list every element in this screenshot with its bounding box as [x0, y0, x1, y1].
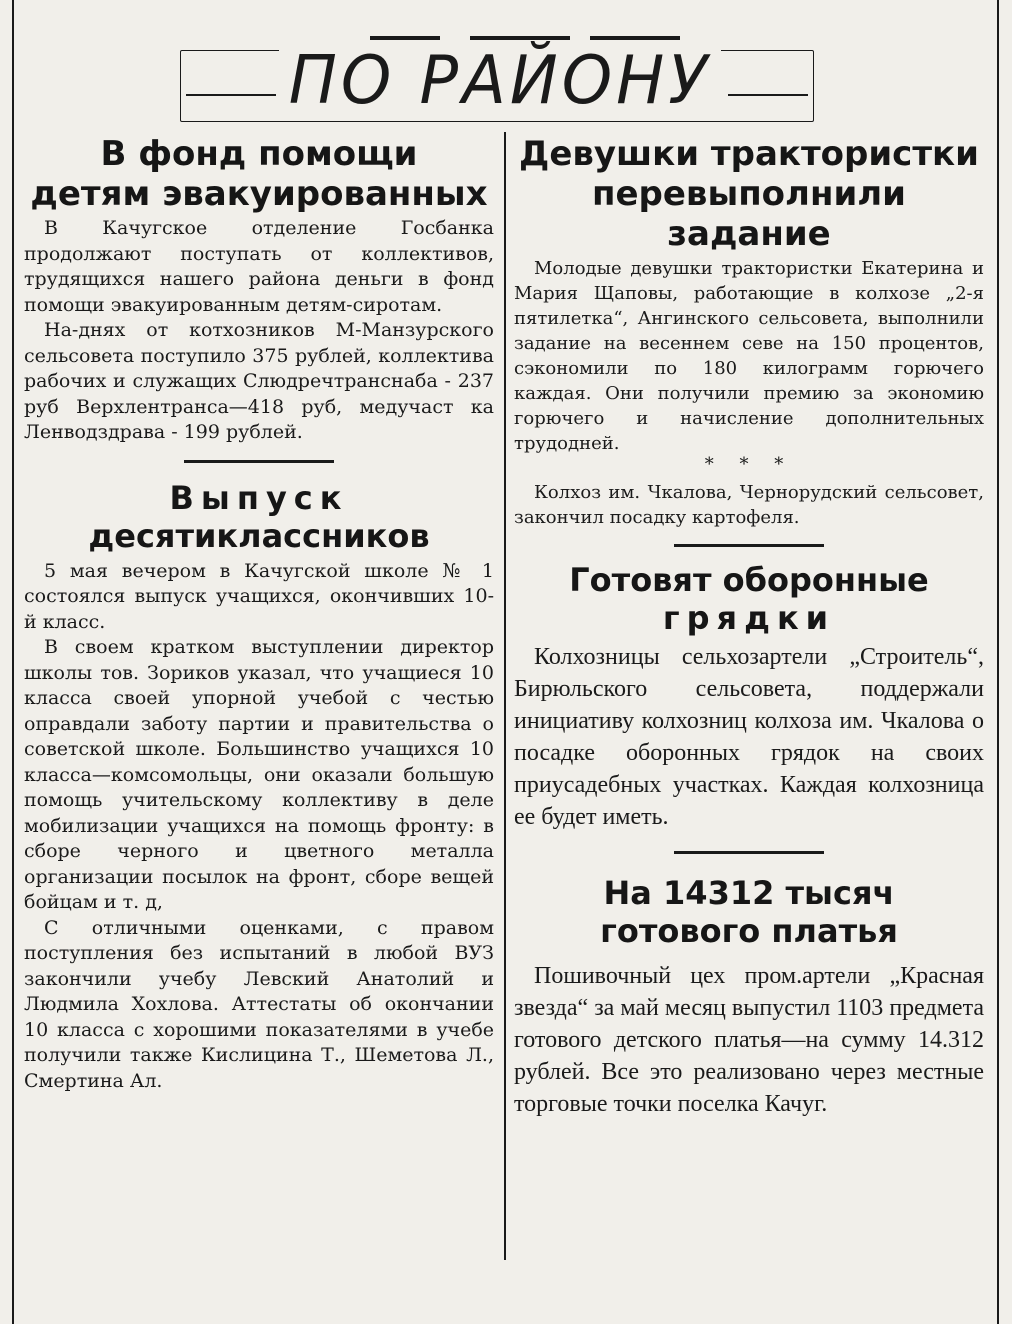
column-divider — [504, 132, 506, 1260]
headline-line: Девушки трактористки — [519, 134, 979, 174]
right-column — [514, 134, 984, 1120]
paragraph: В Качугское отделение Госбанка продолжают поступать от коллективов, трудящихся нашего района деньги в фонд помощи эвакуированным детям-сиротам. — [24, 217, 494, 316]
headline-line: На 14312 тысяч — [603, 874, 895, 912]
paragraph: Молодые девушки трактористки Екатерина и Мария Щаповы, работающие в колхозе „2-я пятилетка“, Ангинского сельсовета, выполнили задание на весеннем севе на 150 процентов, сэкономили по 180 килограмм горючего каждая. Они получили премию за экономию горючего и начисление дополнительных трудодней. — [514, 258, 984, 454]
left-border-line — [12, 0, 14, 1324]
paragraph: С отличными оценками, с правом поступления без испытаний в любой ВУЗ закончили учебу Левский Анатолий и Людмила Хохлова. Аттестаты об окончании 10 класса с хорошими показателями в учебе получили также Кислицина Т., Шеметова Л., Смертина Ал. — [24, 916, 494, 1092]
headline-line: перевыполнили задание — [591, 174, 906, 254]
paragraph: 5 мая вечером в Качугской школе № 1 состоялся выпуск учащихся, окончивших 10-й класс. — [24, 559, 494, 633]
article-graduation — [24, 479, 494, 1095]
headline-line: Выпуск — [169, 478, 349, 517]
headline-line: готового платья — [600, 912, 898, 950]
section-masthead — [180, 36, 820, 124]
headline-line: детям эвакуированных — [30, 174, 488, 214]
section-title: ПО РАЙОНУ — [180, 42, 820, 120]
article-separator — [674, 544, 824, 547]
headline — [514, 134, 984, 254]
headline — [24, 479, 494, 555]
article-separator — [184, 460, 334, 463]
right-page-margin — [996, 0, 1012, 1324]
headline — [24, 134, 494, 214]
headline-line: В фонд помощи — [100, 134, 418, 174]
headline-line: грядки — [662, 599, 836, 637]
article-fund-help — [24, 134, 494, 446]
paragraph: Колхозницы сельхозартели „Строитель“, Бирюльского сельсовета, поддержали инициативу колхозниц колхоза им. Чкалова о посадке оборонных грядок на своих приусадебных участках. Каждая колхозница ее будет иметь. — [514, 644, 984, 830]
paragraph: На-днях от котхозников М-Манзурского сельсовета поступило 375 рублей, коллектива рабочих и служащих Слюдречтранснаба - 237 руб Верхлентранса—418 руб, медучаст ка Ленводздрава - 199 рублей. — [24, 319, 494, 443]
stars-separator: * * * — [704, 454, 794, 475]
right-border-line — [997, 0, 999, 1324]
article-tractor-girls — [514, 134, 984, 530]
article-defense-beds — [514, 561, 984, 833]
headline-line: десятиклассников — [88, 516, 430, 555]
masthead-top-rule — [370, 36, 440, 40]
headline — [514, 874, 984, 950]
article-clothing — [514, 874, 984, 1120]
left-page-margin — [0, 0, 16, 1324]
masthead-top-rule — [590, 36, 680, 40]
paragraph: Колхоз им. Чкалова, Чернорудский сельсовет, закончил посадку картофеля. — [514, 482, 984, 528]
paragraph: Пошивочный цех пром.артели „Красная звезда“ за май месяц выпустил 1103 предмета готового детского платья—на сумму 14.312 рублей. Все это реализовано через местные торговые точки поселка Качуг. — [514, 963, 984, 1117]
headline — [514, 561, 984, 637]
paragraph: В своем кратком выступлении директор школы тов. Зориков указал, что учащиеся 10 класса своей упорной учебой с честью оправдали заботу партии и правительства о советской школе. Большинство учащихся 10 класса—комсомольцы, они оказали большую помощь учительскому коллективу в деле мобилизации учащихся на помощь фронту: в сборе черного и цветного металла организации посылок на фронт, сборе вещей бойцам и т. д, — [24, 636, 494, 913]
headline-line: Готовят оборонные — [569, 561, 929, 599]
masthead-top-rule — [470, 36, 570, 40]
left-column — [24, 134, 494, 1094]
article-separator — [674, 851, 824, 854]
